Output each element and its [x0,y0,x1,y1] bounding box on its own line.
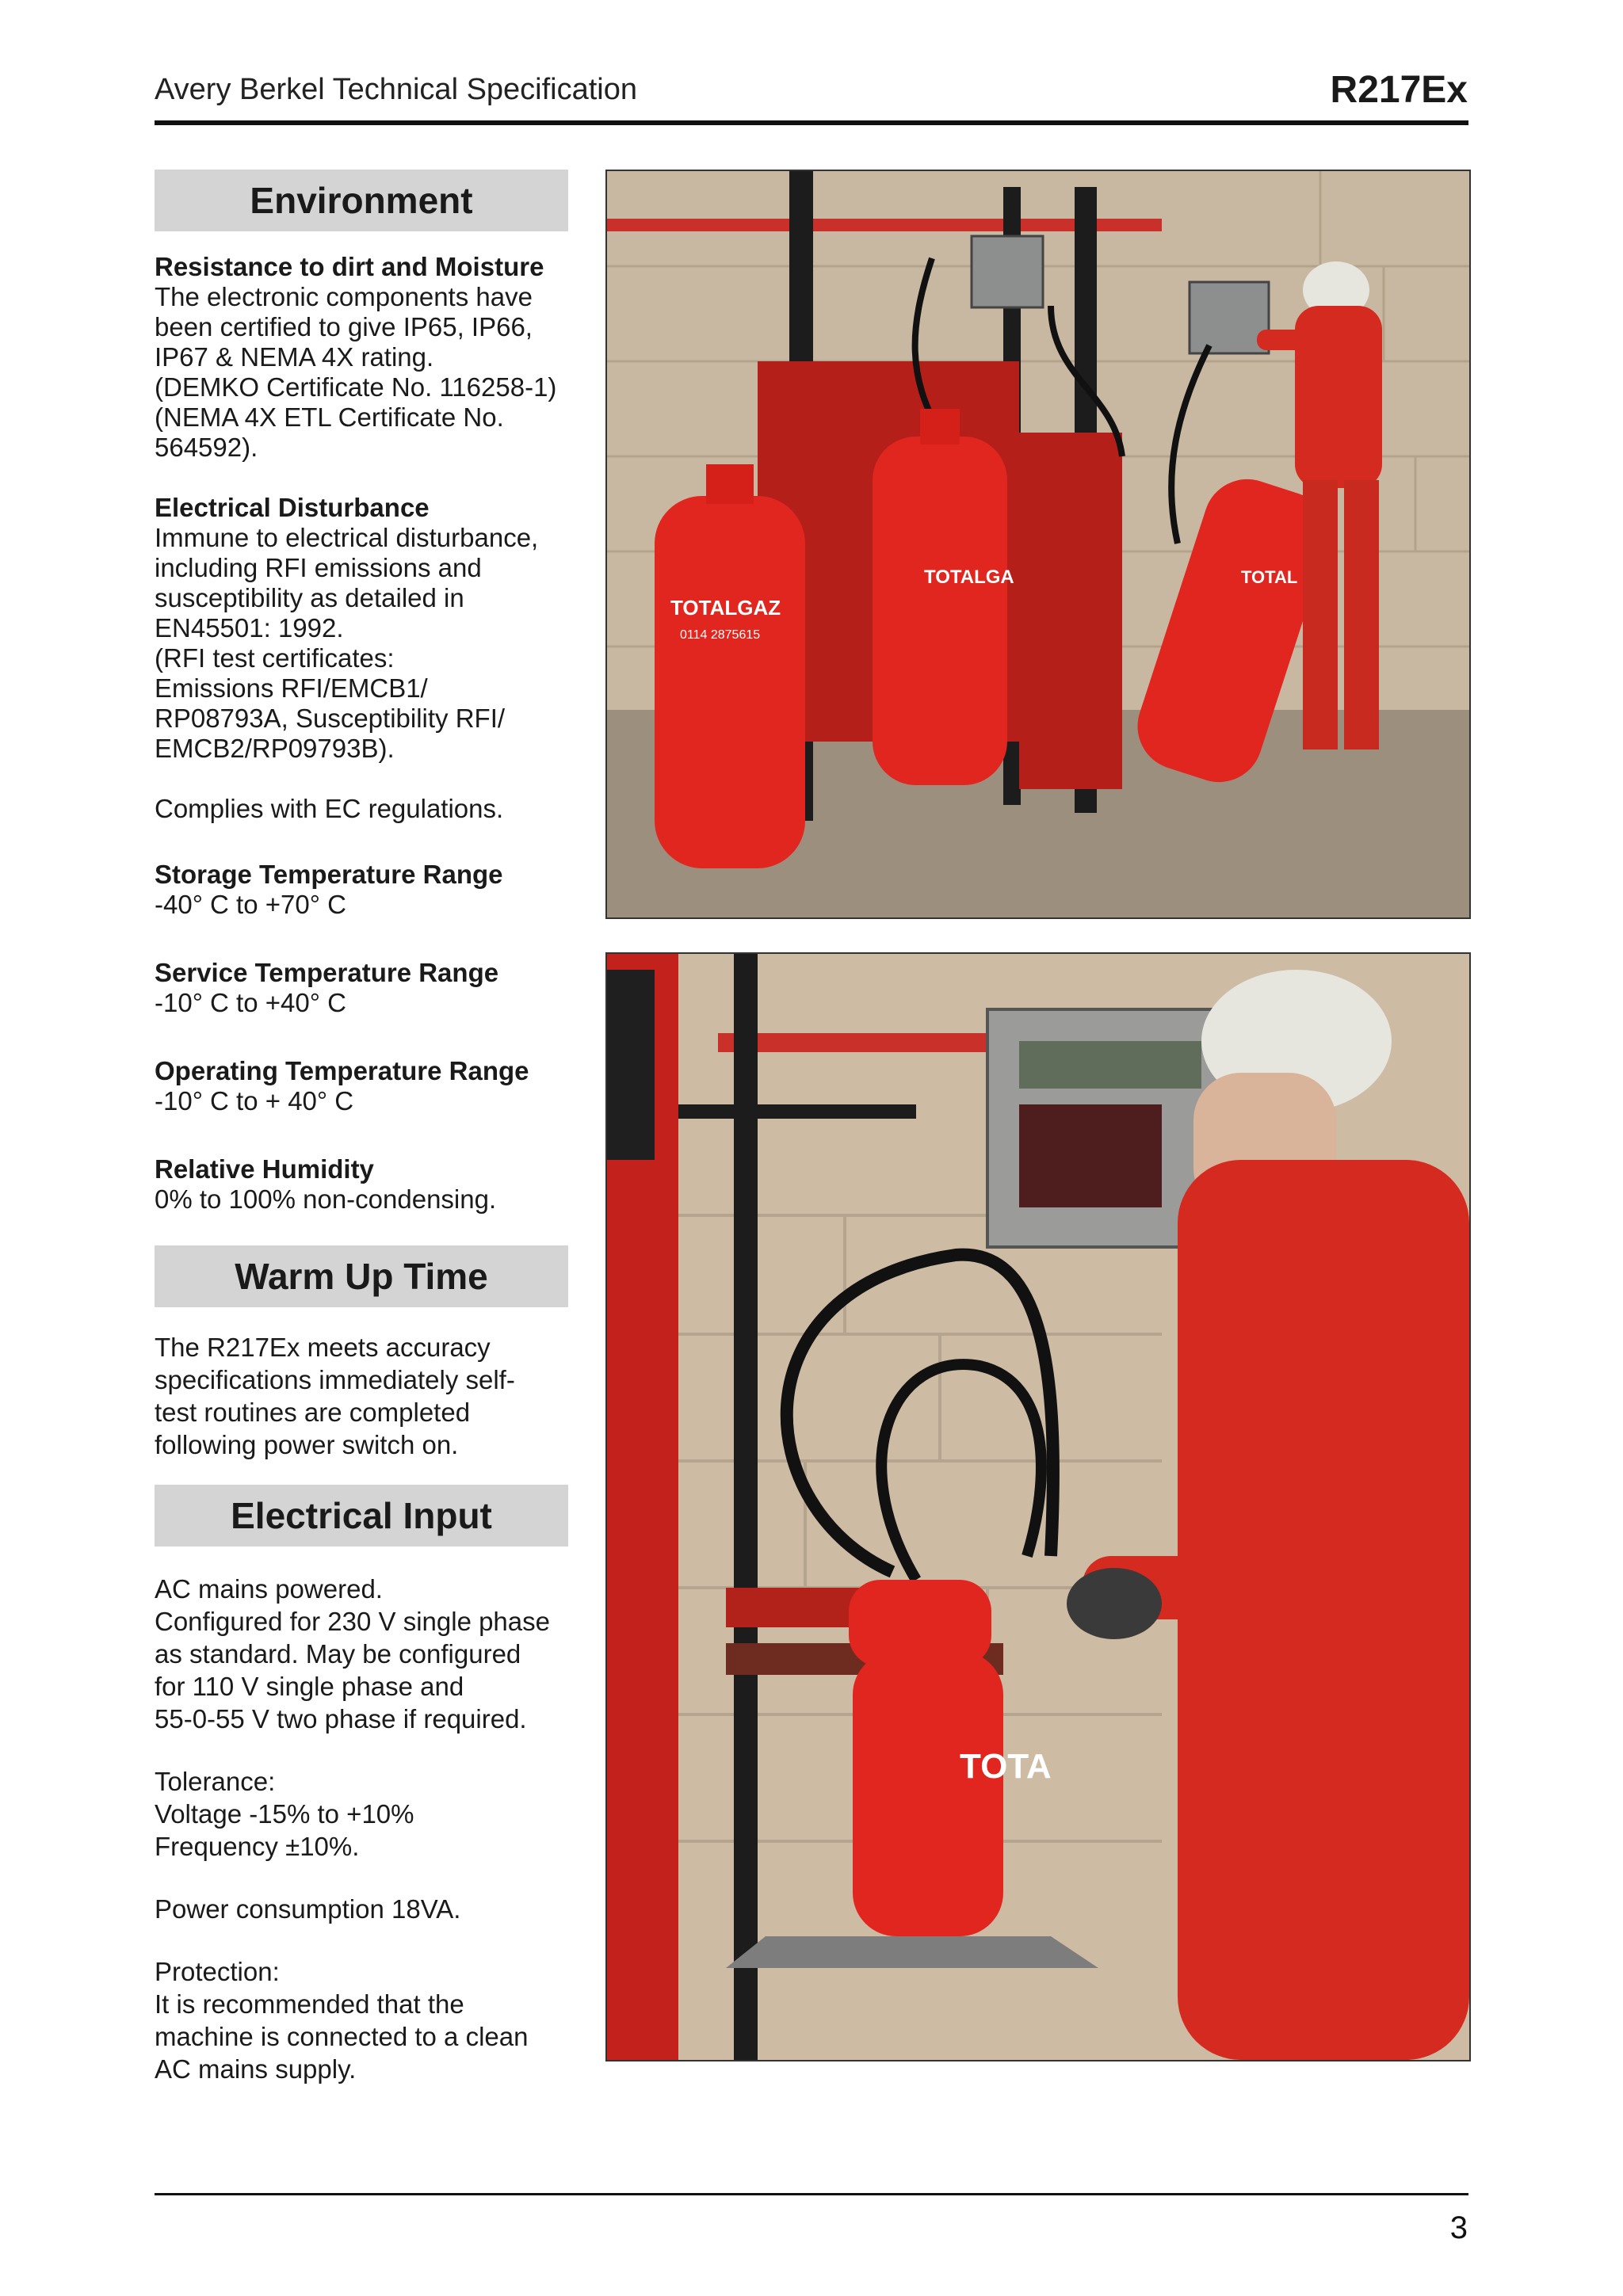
mains-line: AC mains powered. [155,1574,383,1604]
electrical-disturbance-line: Immune to electrical disturbance, [155,523,539,552]
warm-up-line: The R217Ex meets accuracy [155,1333,491,1362]
dirt-moisture-label: Resistance to dirt and Moisture [155,252,544,281]
electrical-disturbance-line: RP08793A, Susceptibility RFI/ [155,704,506,733]
footer-divider [155,2193,1468,2195]
electrical-input-block [155,1573,568,2085]
dirt-moisture-line: IP67 & NEMA 4X rating. [155,342,434,372]
tolerance-line: Frequency ±10%. [155,1832,360,1861]
relative-humidity-value: 0% to 100% non-condensing. [155,1184,497,1214]
gas-cylinder [655,464,805,868]
electrical-disturbance-block [155,493,568,764]
protection-line: Protection: [155,1957,280,1986]
operating-temperature-value: -10° C to + 40° C [155,1086,354,1116]
cylinder-brand: TOTAL [1241,567,1298,587]
section-heading-electrical-input: Electrical Input [155,1485,568,1547]
document-title: Avery Berkel Technical Specification [155,73,638,106]
service-temperature-label: Service Temperature Range [155,958,499,987]
electrical-disturbance-label: Electrical Disturbance [155,493,430,522]
warm-up-line: following power switch on. [155,1430,459,1459]
header-divider [155,120,1468,125]
service-temperature-value: -10° C to +40° C [155,988,346,1017]
spacer [155,1863,568,1893]
cylinder-brand: TOTA [960,1747,1052,1786]
service-temperature-block [155,958,568,1018]
dirt-moisture-line: 564592). [155,433,258,462]
gas-cylinder [873,409,1014,785]
dirt-moisture-line: (NEMA 4X ETL Certificate No. [155,402,504,432]
spacer [155,1925,568,1955]
electrical-disturbance-line: including RFI emissions and [155,553,482,582]
relative-humidity-label: Relative Humidity [155,1154,374,1184]
photo-filling-station [605,170,1471,919]
mains-line: Configured for 230 V single phase [155,1607,550,1636]
dirt-moisture-block [155,252,568,463]
electrical-disturbance-line: EN45501: 1992. [155,613,344,643]
storage-temperature-label: Storage Temperature Range [155,860,503,889]
dirt-moisture-line: The electronic components have [155,282,533,311]
storage-temperature-block [155,860,568,920]
power-consumption-text: Power consumption 18VA. [155,1894,461,1924]
electrical-disturbance-line: EMCB2/RP09793B). [155,734,395,763]
tolerance-line: Voltage -15% to +10% [155,1799,414,1829]
protection-line: machine is connected to a clean [155,2022,529,2051]
cylinder-phone: 0114 2875615 [680,628,761,642]
cylinder-brand: TOTALGAZ [670,596,781,620]
ec-compliance-text: Complies with EC regulations. [155,794,504,823]
electrical-disturbance-line: susceptibility as detailed in [155,583,464,612]
mains-line: for 110 V single phase and [155,1672,464,1701]
relative-humidity-block [155,1154,568,1215]
section-heading-environment: Environment [155,170,568,231]
spacer [155,1735,568,1765]
mains-line: as standard. May be configured [155,1639,521,1669]
cylinder-brand: TOTALGA [924,566,1014,588]
tolerance-line: Tolerance: [155,1767,276,1796]
dirt-moisture-line: been certified to give IP65, IP66, [155,312,533,341]
page-number: 3 [1449,2210,1468,2245]
warm-up-line: specifications immediately self- [155,1365,515,1394]
storage-temperature-value: -40° C to +70° C [155,890,346,919]
model-name: R217Ex [1330,69,1468,111]
protection-line: AC mains supply. [155,2054,357,2084]
protection-line: It is recommended that the [155,1989,464,2019]
photo-operator-connecting-cylinder [605,952,1471,2061]
warm-up-line: test routines are completed [155,1398,471,1427]
section-heading-warm-up: Warm Up Time [155,1245,568,1307]
operating-temperature-block [155,1056,568,1116]
electrical-disturbance-line: (RFI test certificates: [155,643,395,673]
operating-temperature-label: Operating Temperature Range [155,1056,529,1085]
warm-up-block [155,1331,568,1461]
mains-line: 55-0-55 V two phase if required. [155,1704,527,1733]
dirt-moisture-line: (DEMKO Certificate No. 116258-1) [155,372,557,402]
electrical-disturbance-line: Emissions RFI/EMCB1/ [155,673,428,703]
